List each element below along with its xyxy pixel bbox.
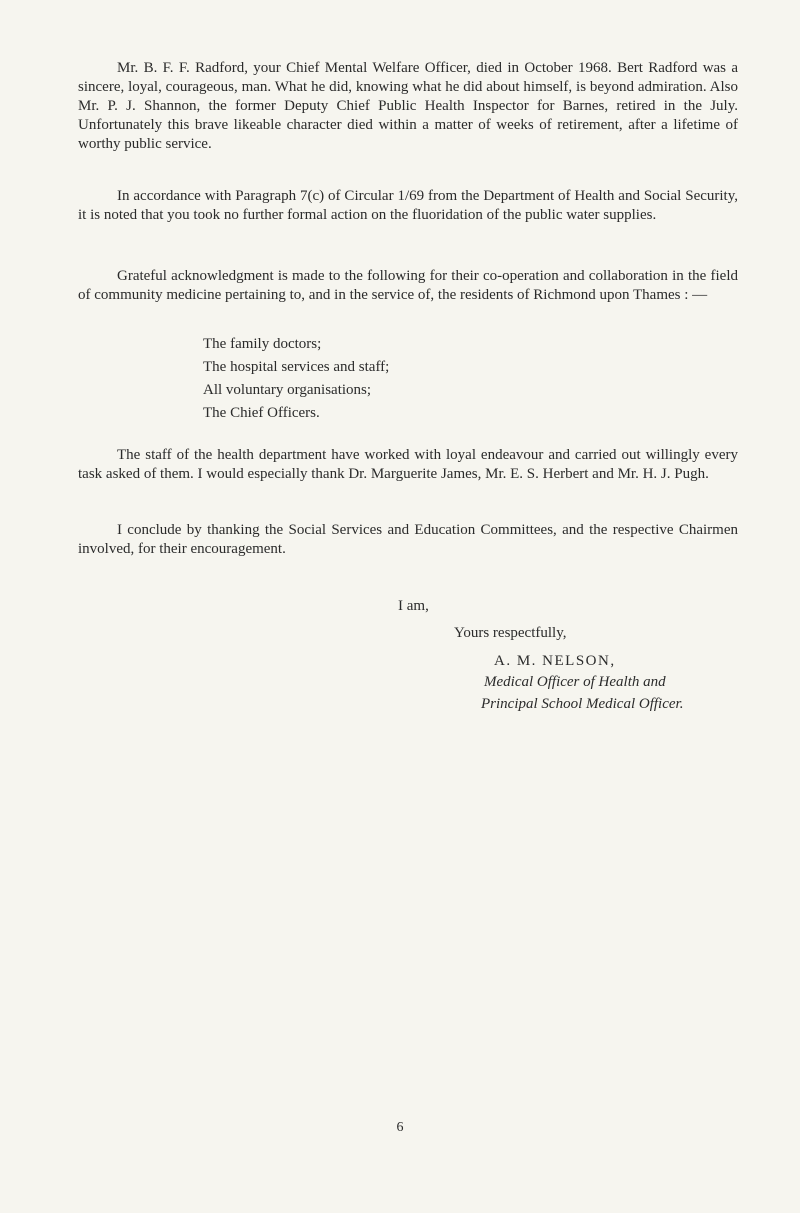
paragraph-conclusion: I conclude by thanking the Social Services and Education Committees, and the respective Chairmen involved, for their encouragement. — [78, 522, 738, 557]
list-item: The hospital services and staff; — [203, 359, 390, 375]
signatory-title-line-2: Principal School Medical Officer. — [481, 696, 684, 712]
page-number: 6 — [396, 1120, 404, 1135]
acknowledged-list — [203, 333, 389, 425]
paragraph-radford-tribute: Mr. B. F. F. Radford, your Chief Mental Welfare Officer, died in October 1968. Bert Radford was a sincere, loyal, courageous, man. What he did, knowing what he did about himself, is beyond admiration. Also Mr. P. J. Shannon, the former Deputy Chief Public Health Inspector for Barnes, retired in the July. Unfortunately this brave likeable character died within a matter of weeks of retirement, after a lifetime of worthy public service. — [78, 60, 738, 152]
paragraph-fluoridation: In accordance with Paragraph 7(c) of Circular 1/69 from the Department of Health and Social Security, it is noted that you took no further formal action on the fluoridation of the public water supplies. — [78, 188, 738, 223]
closing-i-am: I am, — [398, 598, 429, 614]
closing-yours-respectfully: Yours respectfully, — [454, 625, 567, 641]
paragraph-acknowledgment: Grateful acknowledgment is made to the following for their co-operation and collaboration in the field of community medicine pertaining to, and in the service of, the residents of Richmond upon Thames : — — [78, 268, 738, 303]
signatory-title-line-1: Medical Officer of Health and — [484, 674, 666, 690]
list-item: All voluntary organisations; — [203, 382, 372, 398]
list-item: The Chief Officers. — [203, 405, 320, 421]
paragraph-staff-thanks: The staff of the health department have worked with loyal endeavour and carried out willingly every task asked of them. I would especially thank Dr. Marguerite James, Mr. E. S. Herbert and Mr. H. J. Pugh. — [78, 447, 738, 482]
list-item: The family doctors; — [203, 336, 322, 352]
signatory-name: A. M. NELSON, — [494, 653, 616, 669]
